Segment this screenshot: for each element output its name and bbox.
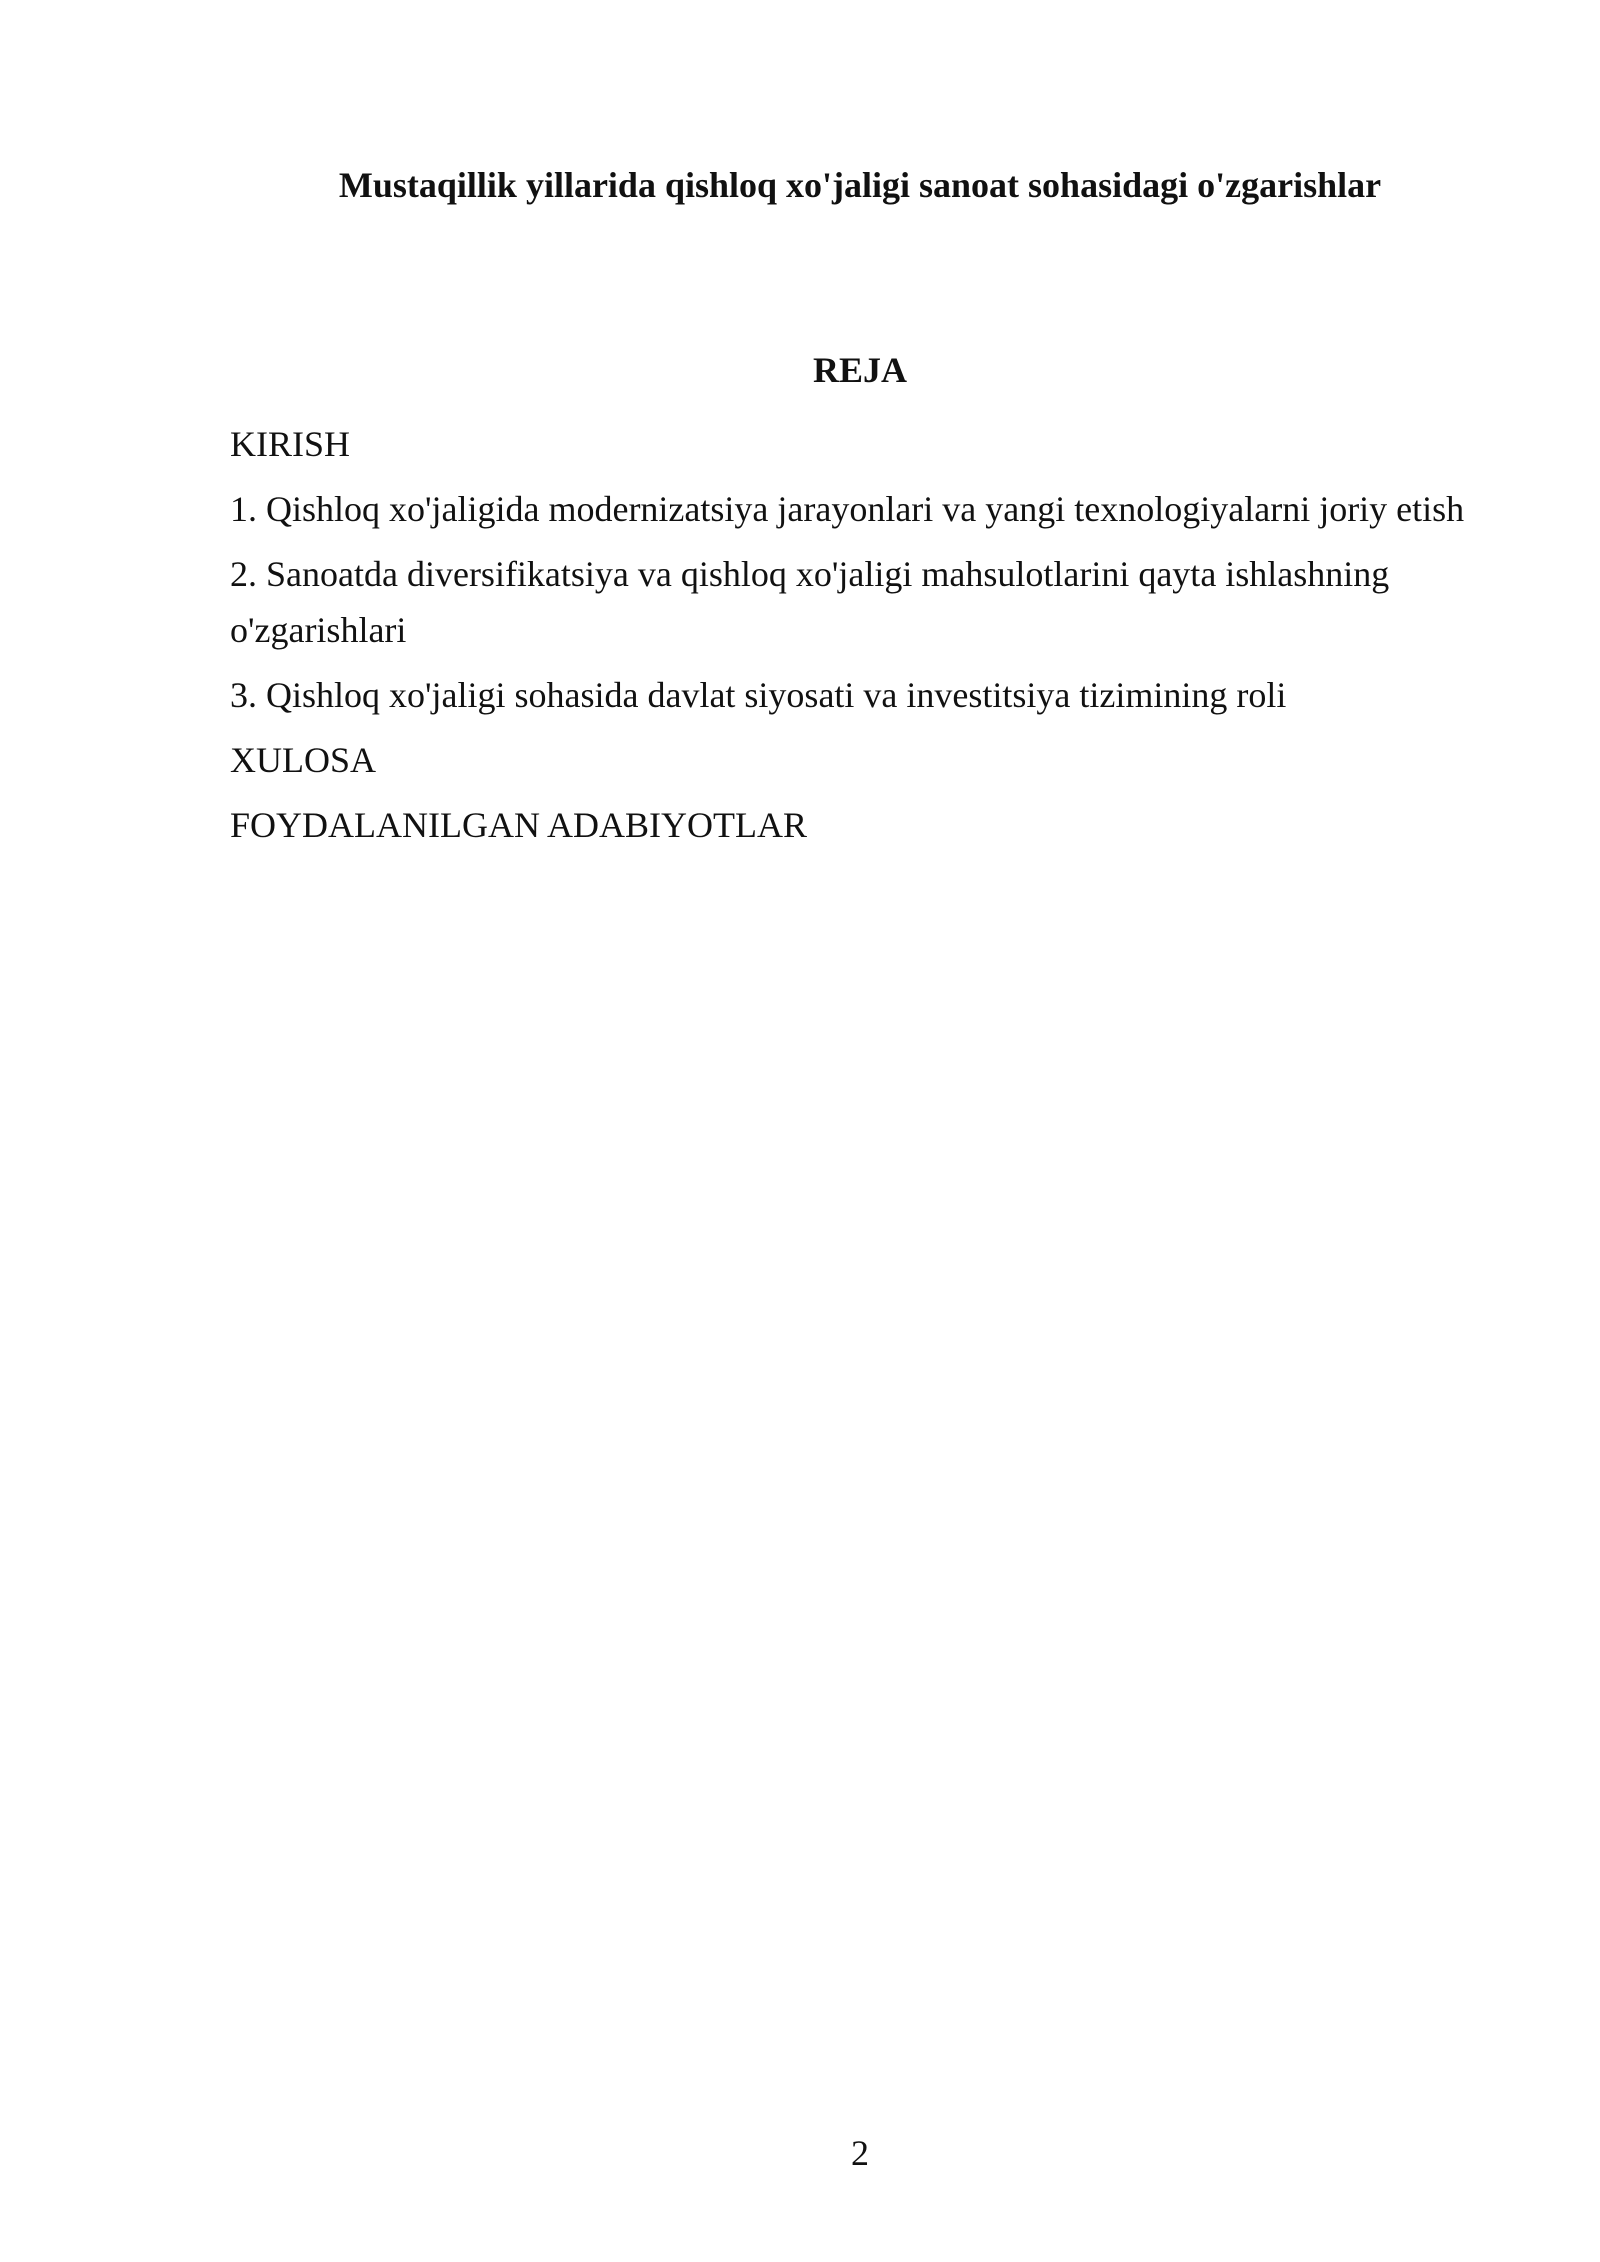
plan-item-2: 2. Sanoatda diversifikatsiya va qishloq xo'jaligi mahsulotlarini qayta ishlashning o'zgarishlari [230,554,1390,650]
plan-heading: REJA [812,350,907,390]
document-title: Mustaqillik yillarida qishloq xo'jaligi sanoat sohasidagi o'zgarishlar [338,165,1382,205]
page-number: 2 [851,2133,869,2173]
plan-list [230,416,1500,862]
plan-item-references: FOYDALANILGAN ADABIYOTLAR [230,805,807,845]
plan-item-introduction: KIRISH [230,424,351,464]
plan-item-1: 1. Qishloq xo'jaligida modernizatsiya jarayonlari va yangi texnologiyalarni joriy etish [230,489,1465,529]
plan-item-conclusion: XULOSA [230,740,377,780]
plan-item-3: 3. Qishloq xo'jaligi sohasida davlat siyosati va investitsiya tizimining roli [230,675,1287,715]
